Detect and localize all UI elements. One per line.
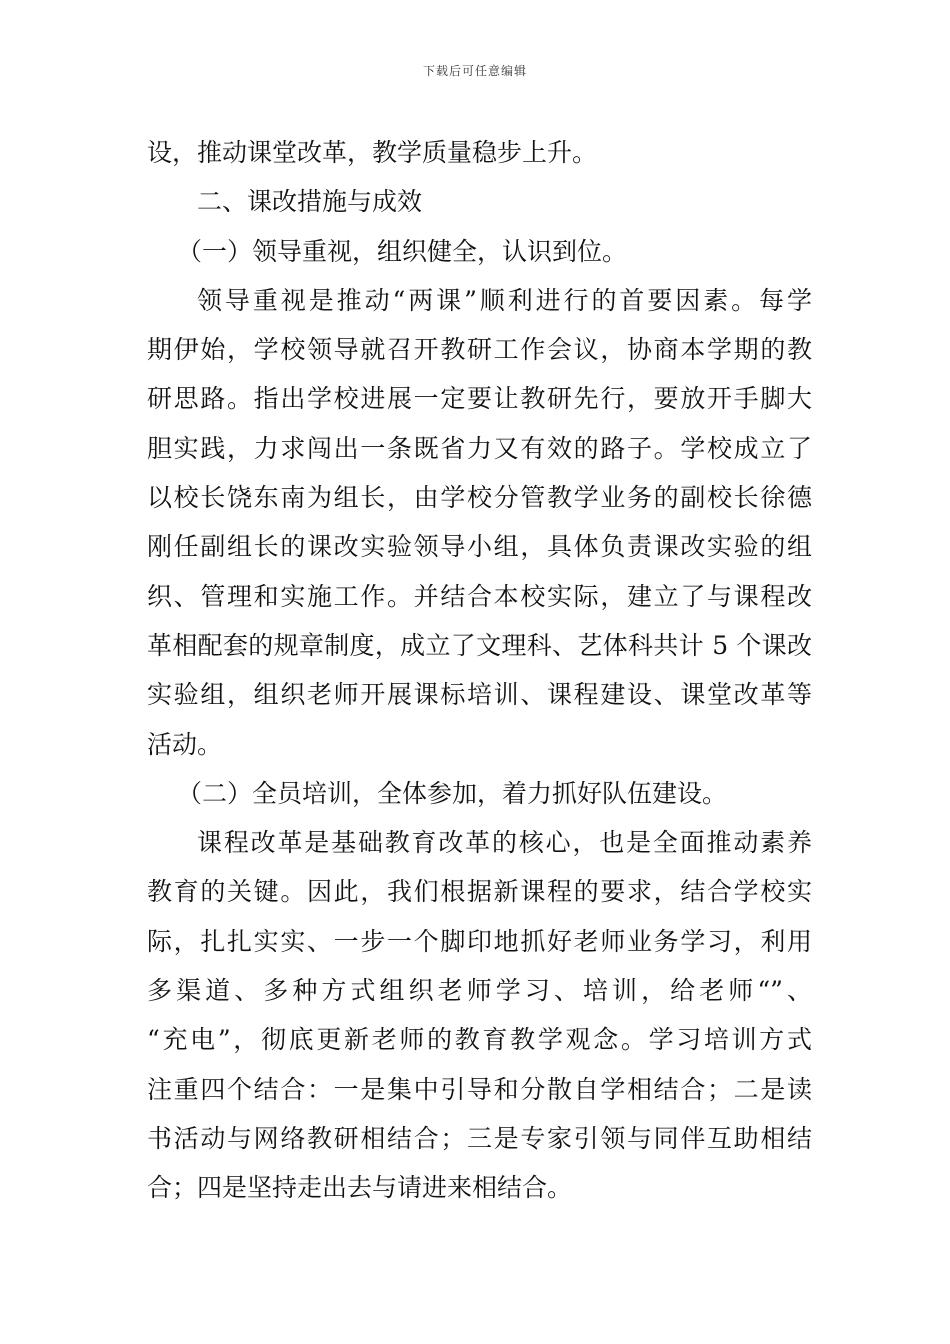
paragraph-line: “充电”，彻底更新老师的教育教学观念。学习培训方式 [147, 1025, 812, 1055]
paragraph-line: 注重四个结合：一是集中引导和分散自学相结合；二是读 [147, 1074, 812, 1104]
paragraph-line: 活动。 [147, 729, 223, 759]
paragraph-line: 胆实践，力求闯出一条既省力又有效的路子。学校成立了 [147, 433, 812, 463]
paragraph-line: 际，扎扎实实、一步一个脚印地抓好老师业务学习，利用 [147, 926, 812, 956]
paragraph-line: 实验组，组织老师开展课标培训、课程建设、课堂改革等 [147, 680, 812, 710]
subsection-heading: （一）领导重视，组织健全，认识到位。 [177, 236, 628, 266]
paragraph-line: 期伊始，学校领导就召开教研工作会议，协商本学期的教 [147, 335, 812, 365]
subsection-heading: （二）全员培训，全体参加，着力抓好队伍建设。 [177, 778, 728, 808]
paragraph-line: 织、管理和实施工作。并结合本校实际，建立了与课程改 [147, 581, 812, 611]
paragraph-line: 以校长饶东南为组长，由学校分管教学业务的副校长徐德 [147, 483, 812, 513]
section-heading: 二、课改措施与成效 [197, 187, 423, 217]
paragraph-line: 领导重视是推动“两课”顺利进行的首要因素。每学 [197, 285, 812, 315]
paragraph-line: 教育的关键。因此，我们根据新课程的要求，结合学校实 [147, 877, 812, 907]
body-text [147, 128, 812, 1213]
paragraph-line: 研思路。指出学校进展一定要让教研先行，要放开手脚大 [147, 384, 812, 414]
paragraph-line: 课程改革是基础教育改革的核心，也是全面推动素养 [197, 828, 812, 858]
paragraph-line: 书活动与网络教研相结合；三是专家引领与同伴互助相结 [147, 1123, 812, 1153]
paragraph-line: 设，推动课堂改革，教学质量稳步上升。 [147, 138, 598, 167]
paragraph-line: 多渠道、多种方式组织老师学习、培训，给老师“”、 [147, 976, 812, 1006]
paragraph-line: 革相配套的规章制度，成立了文理科、艺体科共计 5 个课改 [147, 630, 812, 660]
paragraph-line: 合；四是坚持走出去与请进来相结合。 [147, 1173, 573, 1203]
paragraph-line: 刚任副组长的课改实验领导小组，具体负责课改实验的组 [147, 532, 812, 562]
header-note: 下载后可任意编辑 [422, 64, 527, 78]
